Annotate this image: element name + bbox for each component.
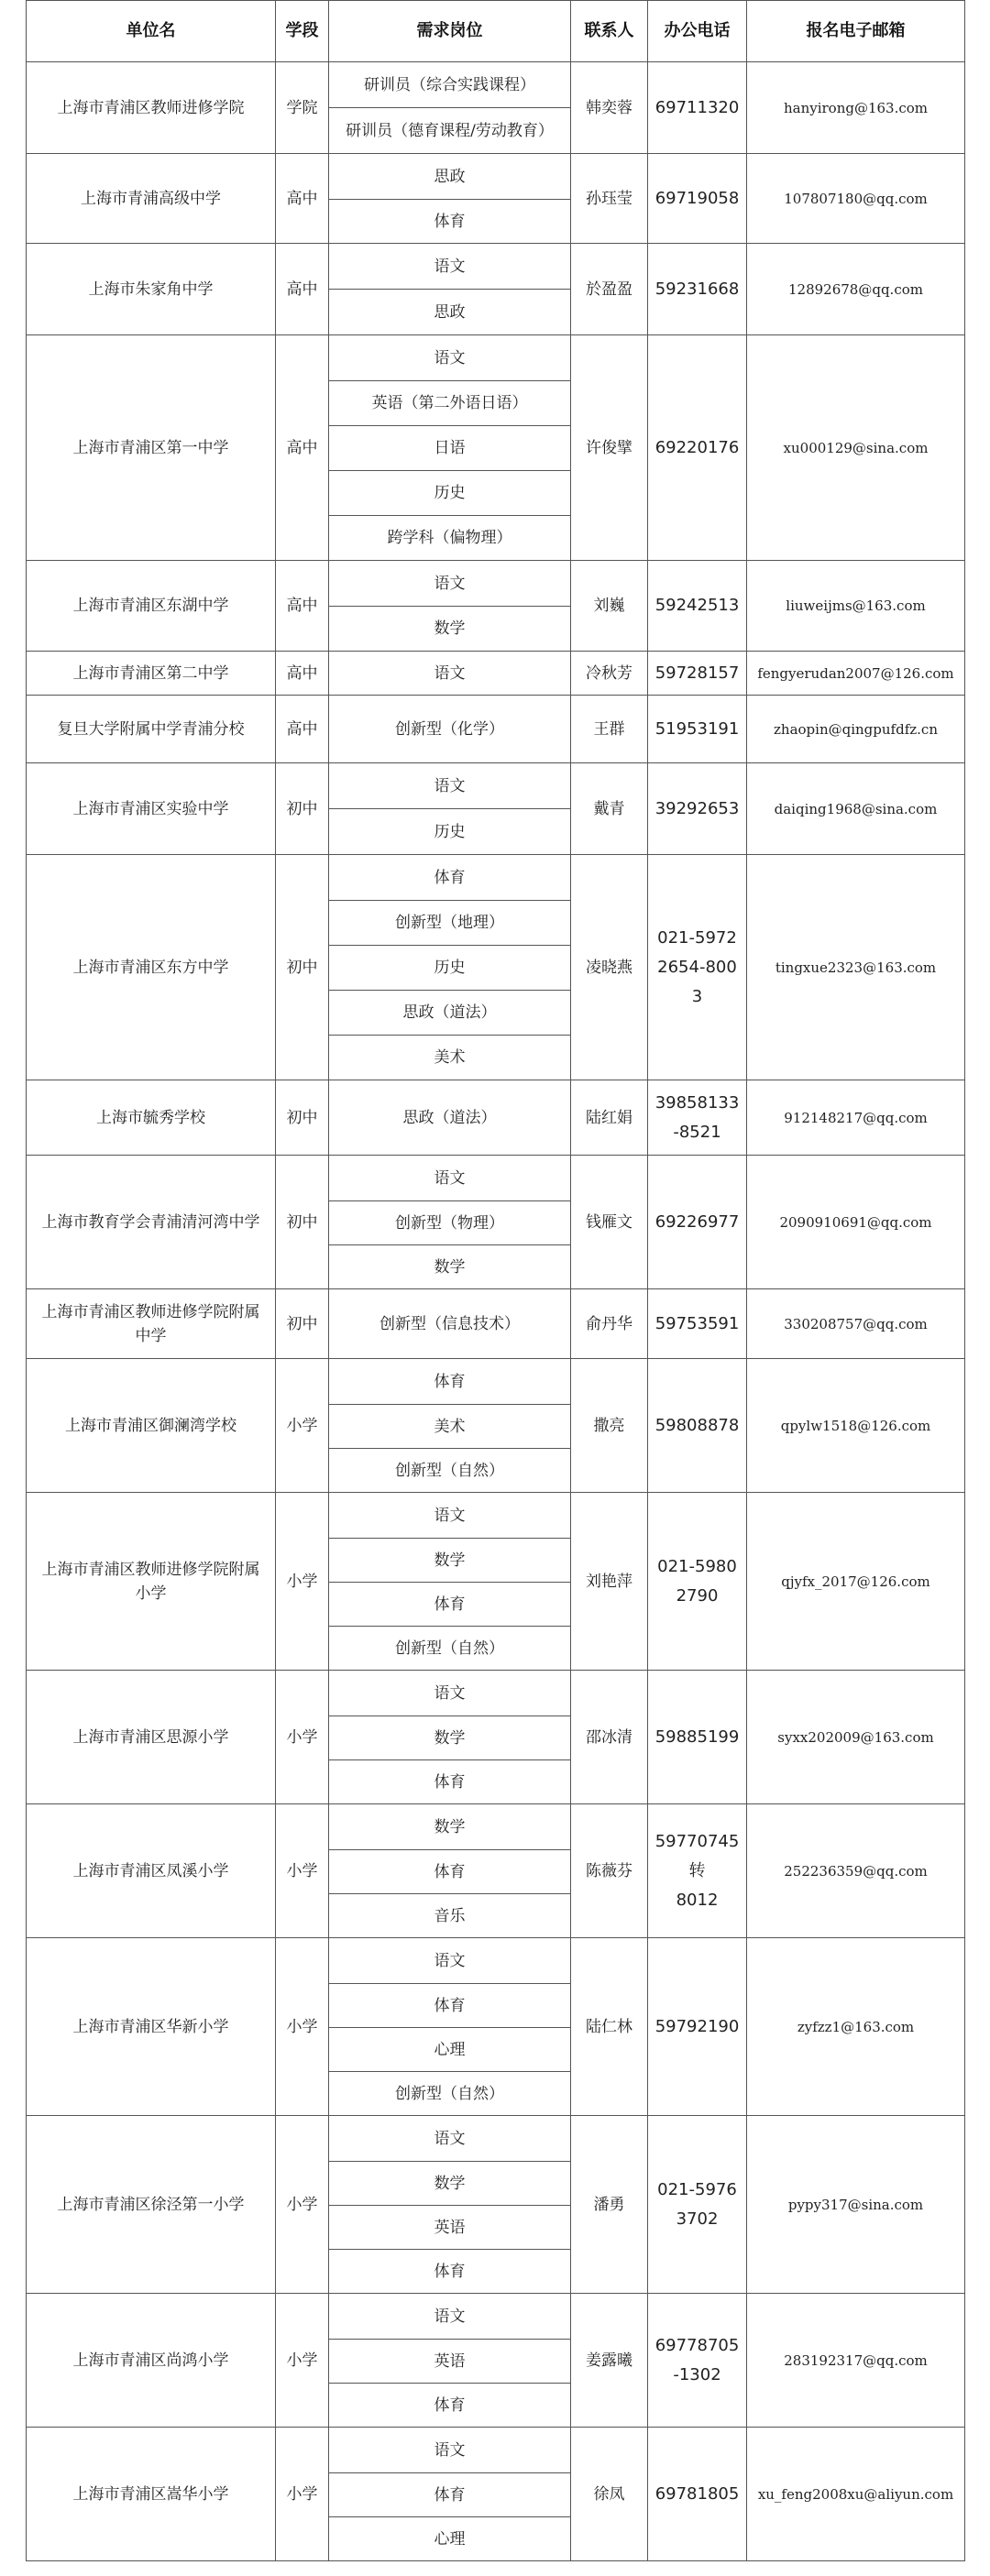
position-cell: 创新型（化学） <box>329 696 571 763</box>
contact-person-cell: 刘巍 <box>571 561 648 652</box>
position-cell: 思政 <box>329 154 571 200</box>
table-row <box>27 652 965 696</box>
table-row <box>27 335 965 381</box>
school-level-cell: 高中 <box>276 335 329 561</box>
email-cell: fengyerudan2007@126.com <box>747 652 965 696</box>
position-cell: 创新型（自然） <box>329 1627 571 1671</box>
position-cell: 体育 <box>329 1760 571 1804</box>
contact-person-cell: 撒亮 <box>571 1359 648 1493</box>
unit-name-cell: 上海市毓秀学校 <box>27 1080 276 1156</box>
unit-name-cell: 上海市青浦区实验中学 <box>27 763 276 855</box>
position-cell: 语文 <box>329 561 571 607</box>
email-cell: zyfzz1@163.com <box>747 1938 965 2116</box>
position-cell: 语文 <box>329 1493 571 1539</box>
office-phone-cell: 69220176 <box>648 335 747 561</box>
header-phone: 办公电话 <box>648 1 747 62</box>
position-cell: 体育 <box>329 855 571 901</box>
contact-person-cell: 凌晓燕 <box>571 855 648 1080</box>
email-cell: syxx202009@163.com <box>747 1671 965 1804</box>
unit-name-cell: 上海市青浦区第二中学 <box>27 652 276 696</box>
email-cell: 2090910691@qq.com <box>747 1156 965 1289</box>
position-cell: 研训员（综合实践课程） <box>329 62 571 108</box>
position-cell: 创新型（物理） <box>329 1201 571 1245</box>
header-unit: 单位名 <box>27 1 276 62</box>
position-cell: 体育 <box>329 1359 571 1405</box>
position-cell: 创新型（地理） <box>329 901 571 946</box>
contact-person-cell: 陈薇芬 <box>571 1804 648 1938</box>
position-cell: 历史 <box>329 946 571 991</box>
position-cell: 语文 <box>329 1671 571 1716</box>
contact-person-cell: 钱雁文 <box>571 1156 648 1289</box>
unit-name-cell: 上海市教育学会青浦清河湾中学 <box>27 1156 276 1289</box>
position-cell: 语文 <box>329 2116 571 2162</box>
table-row <box>27 1671 965 1716</box>
position-cell: 英语（第二外语日语） <box>329 381 571 426</box>
header-positions: 需求岗位 <box>329 1 571 62</box>
unit-name-cell: 上海市青浦区华新小学 <box>27 1938 276 2116</box>
position-cell: 研训员（德育课程/劳动教育） <box>329 108 571 154</box>
table-row <box>27 1289 965 1359</box>
position-cell: 历史 <box>329 471 571 516</box>
email-cell: hanyirong@163.com <box>747 62 965 154</box>
position-cell: 体育 <box>329 2384 571 2428</box>
contact-person-cell: 陆仁林 <box>571 1938 648 2116</box>
school-level-cell: 小学 <box>276 2428 329 2561</box>
position-cell: 体育 <box>329 1583 571 1627</box>
table-row <box>27 2294 965 2340</box>
email-cell: liuweijms@163.com <box>747 561 965 652</box>
contact-person-cell: 韩奕蓉 <box>571 62 648 154</box>
position-cell: 英语 <box>329 2340 571 2384</box>
office-phone-cell: 69719058 <box>648 154 747 244</box>
table-row <box>27 855 965 901</box>
position-cell: 心理 <box>329 2028 571 2072</box>
position-cell: 语文 <box>329 1938 571 1984</box>
unit-name-cell: 上海市青浦区教师进修学院附属中学 <box>27 1289 276 1359</box>
position-cell: 语文 <box>329 335 571 381</box>
office-phone-cell: 69781805 <box>648 2428 747 2561</box>
position-cell: 体育 <box>329 1850 571 1894</box>
school-level-cell: 高中 <box>276 561 329 652</box>
unit-name-cell: 上海市青浦区东方中学 <box>27 855 276 1080</box>
office-phone-cell: 39292653 <box>648 763 747 855</box>
email-cell: pypy317@sina.com <box>747 2116 965 2294</box>
position-cell: 语文 <box>329 1156 571 1201</box>
position-cell: 思政 <box>329 290 571 335</box>
office-phone-cell: 69226977 <box>648 1156 747 1289</box>
position-cell: 音乐 <box>329 1894 571 1938</box>
position-cell: 数学 <box>329 1245 571 1289</box>
school-level-cell: 初中 <box>276 1289 329 1359</box>
position-cell: 数学 <box>329 607 571 652</box>
unit-name-cell: 上海市朱家角中学 <box>27 244 276 335</box>
table-row <box>27 62 965 108</box>
unit-name-cell: 上海市青浦区嵩华小学 <box>27 2428 276 2561</box>
contact-person-cell: 陆红娟 <box>571 1080 648 1156</box>
unit-name-cell: 上海市青浦区东湖中学 <box>27 561 276 652</box>
email-cell: 283192317@qq.com <box>747 2294 965 2428</box>
office-phone-cell: 59770745 转 8012 <box>648 1804 747 1938</box>
position-cell: 美术 <box>329 1036 571 1080</box>
table-row <box>27 2428 965 2473</box>
contact-person-cell: 俞丹华 <box>571 1289 648 1359</box>
unit-name-cell: 上海市青浦区第一中学 <box>27 335 276 561</box>
unit-name-cell: 上海市青浦区尚鸿小学 <box>27 2294 276 2428</box>
table-row <box>27 763 965 809</box>
table-row <box>27 1493 965 1539</box>
table-row <box>27 561 965 607</box>
table-row <box>27 154 965 200</box>
school-level-cell: 小学 <box>276 1359 329 1493</box>
school-level-cell: 小学 <box>276 1938 329 2116</box>
unit-name-cell: 上海市青浦区教师进修学院附属小学 <box>27 1493 276 1671</box>
school-level-cell: 高中 <box>276 154 329 244</box>
table-row <box>27 1080 965 1156</box>
school-level-cell: 初中 <box>276 1156 329 1289</box>
email-cell: qpylw1518@126.com <box>747 1359 965 1493</box>
office-phone-cell: 59753591 <box>648 1289 747 1359</box>
office-phone-cell: 021-5976 3702 <box>648 2116 747 2294</box>
table-row <box>27 1156 965 1201</box>
email-cell: xu_feng2008xu@aliyun.com <box>747 2428 965 2561</box>
contact-person-cell: 潘勇 <box>571 2116 648 2294</box>
contact-person-cell: 於盈盈 <box>571 244 648 335</box>
header-level: 学段 <box>276 1 329 62</box>
table-row <box>27 2116 965 2162</box>
office-phone-cell: 021-5972 2654-800 3 <box>648 855 747 1080</box>
position-cell: 跨学科（偏物理） <box>329 516 571 561</box>
unit-name-cell: 上海市青浦区教师进修学院 <box>27 62 276 154</box>
contact-person-cell: 姜露曦 <box>571 2294 648 2428</box>
unit-name-cell: 上海市青浦区思源小学 <box>27 1671 276 1804</box>
school-level-cell: 初中 <box>276 1080 329 1156</box>
unit-name-cell: 上海市青浦区徐泾第一小学 <box>27 2116 276 2294</box>
school-level-cell: 小学 <box>276 1804 329 1938</box>
school-level-cell: 学院 <box>276 62 329 154</box>
office-phone-cell: 59728157 <box>648 652 747 696</box>
position-cell: 语文 <box>329 652 571 696</box>
position-cell: 语文 <box>329 2428 571 2473</box>
school-level-cell: 小学 <box>276 1493 329 1671</box>
office-phone-cell: 59242513 <box>648 561 747 652</box>
contact-person-cell: 王群 <box>571 696 648 763</box>
position-cell: 心理 <box>329 2517 571 2561</box>
office-phone-cell: 51953191 <box>648 696 747 763</box>
position-cell: 思政（道法） <box>329 1080 571 1156</box>
school-level-cell: 初中 <box>276 763 329 855</box>
contact-person-cell: 戴青 <box>571 763 648 855</box>
header-email: 报名电子邮箱 <box>747 1 965 62</box>
unit-name-cell: 上海市青浦区御澜湾学校 <box>27 1359 276 1493</box>
office-phone-cell: 59885199 <box>648 1671 747 1804</box>
email-cell: 107807180@qq.com <box>747 154 965 244</box>
school-level-cell: 高中 <box>276 244 329 335</box>
unit-name-cell: 复旦大学附属中学青浦分校 <box>27 696 276 763</box>
position-cell: 数学 <box>329 1804 571 1850</box>
position-cell: 语文 <box>329 244 571 290</box>
position-cell: 思政（道法） <box>329 991 571 1036</box>
school-level-cell: 高中 <box>276 652 329 696</box>
email-cell: 252236359@qq.com <box>747 1804 965 1938</box>
contact-person-cell: 冷秋芳 <box>571 652 648 696</box>
office-phone-cell: 69778705 -1302 <box>648 2294 747 2428</box>
office-phone-cell: 59808878 <box>648 1359 747 1493</box>
unit-name-cell: 上海市青浦高级中学 <box>27 154 276 244</box>
position-cell: 体育 <box>329 1984 571 2028</box>
position-cell: 创新型（自然） <box>329 1449 571 1493</box>
contact-person-cell: 徐凤 <box>571 2428 648 2561</box>
email-cell: daiqing1968@sina.com <box>747 763 965 855</box>
school-level-cell: 小学 <box>276 2116 329 2294</box>
position-cell: 英语 <box>329 2206 571 2250</box>
email-cell: 912148217@qq.com <box>747 1080 965 1156</box>
position-cell: 体育 <box>329 2250 571 2294</box>
position-cell: 日语 <box>329 426 571 471</box>
position-cell: 数学 <box>329 1716 571 1760</box>
unit-name-cell: 上海市青浦区凤溪小学 <box>27 1804 276 1938</box>
office-phone-cell: 021-5980 2790 <box>648 1493 747 1671</box>
position-cell: 数学 <box>329 1539 571 1583</box>
office-phone-cell: 59231668 <box>648 244 747 335</box>
position-cell: 数学 <box>329 2162 571 2206</box>
email-cell: tingxue2323@163.com <box>747 855 965 1080</box>
table-row <box>27 696 965 763</box>
school-level-cell: 高中 <box>276 696 329 763</box>
table-row <box>27 1938 965 1984</box>
contact-person-cell: 许俊擘 <box>571 335 648 561</box>
recruitment-table <box>26 0 965 2561</box>
position-cell: 体育 <box>329 2473 571 2517</box>
email-cell: 330208757@qq.com <box>747 1289 965 1359</box>
position-cell: 语文 <box>329 2294 571 2340</box>
office-phone-cell: 69711320 <box>648 62 747 154</box>
table-row <box>27 1359 965 1405</box>
position-cell: 历史 <box>329 809 571 855</box>
table-row <box>27 244 965 290</box>
school-level-cell: 小学 <box>276 2294 329 2428</box>
school-level-cell: 初中 <box>276 855 329 1080</box>
email-cell: xu000129@sina.com <box>747 335 965 561</box>
position-cell: 创新型（自然） <box>329 2072 571 2116</box>
office-phone-cell: 59792190 <box>648 1938 747 2116</box>
position-cell: 体育 <box>329 200 571 244</box>
contact-person-cell: 孙珏莹 <box>571 154 648 244</box>
office-phone-cell: 39858133 -8521 <box>648 1080 747 1156</box>
header-row <box>27 1 965 62</box>
position-cell: 创新型（信息技术） <box>329 1289 571 1359</box>
school-level-cell: 小学 <box>276 1671 329 1804</box>
header-contact: 联系人 <box>571 1 648 62</box>
position-cell: 美术 <box>329 1405 571 1449</box>
email-cell: 12892678@qq.com <box>747 244 965 335</box>
position-cell: 语文 <box>329 763 571 809</box>
contact-person-cell: 邵冰清 <box>571 1671 648 1804</box>
email-cell: zhaopin@qingpufdfz.cn <box>747 696 965 763</box>
email-cell: qjyfx_2017@126.com <box>747 1493 965 1671</box>
table-row <box>27 1804 965 1850</box>
contact-person-cell: 刘艳萍 <box>571 1493 648 1671</box>
